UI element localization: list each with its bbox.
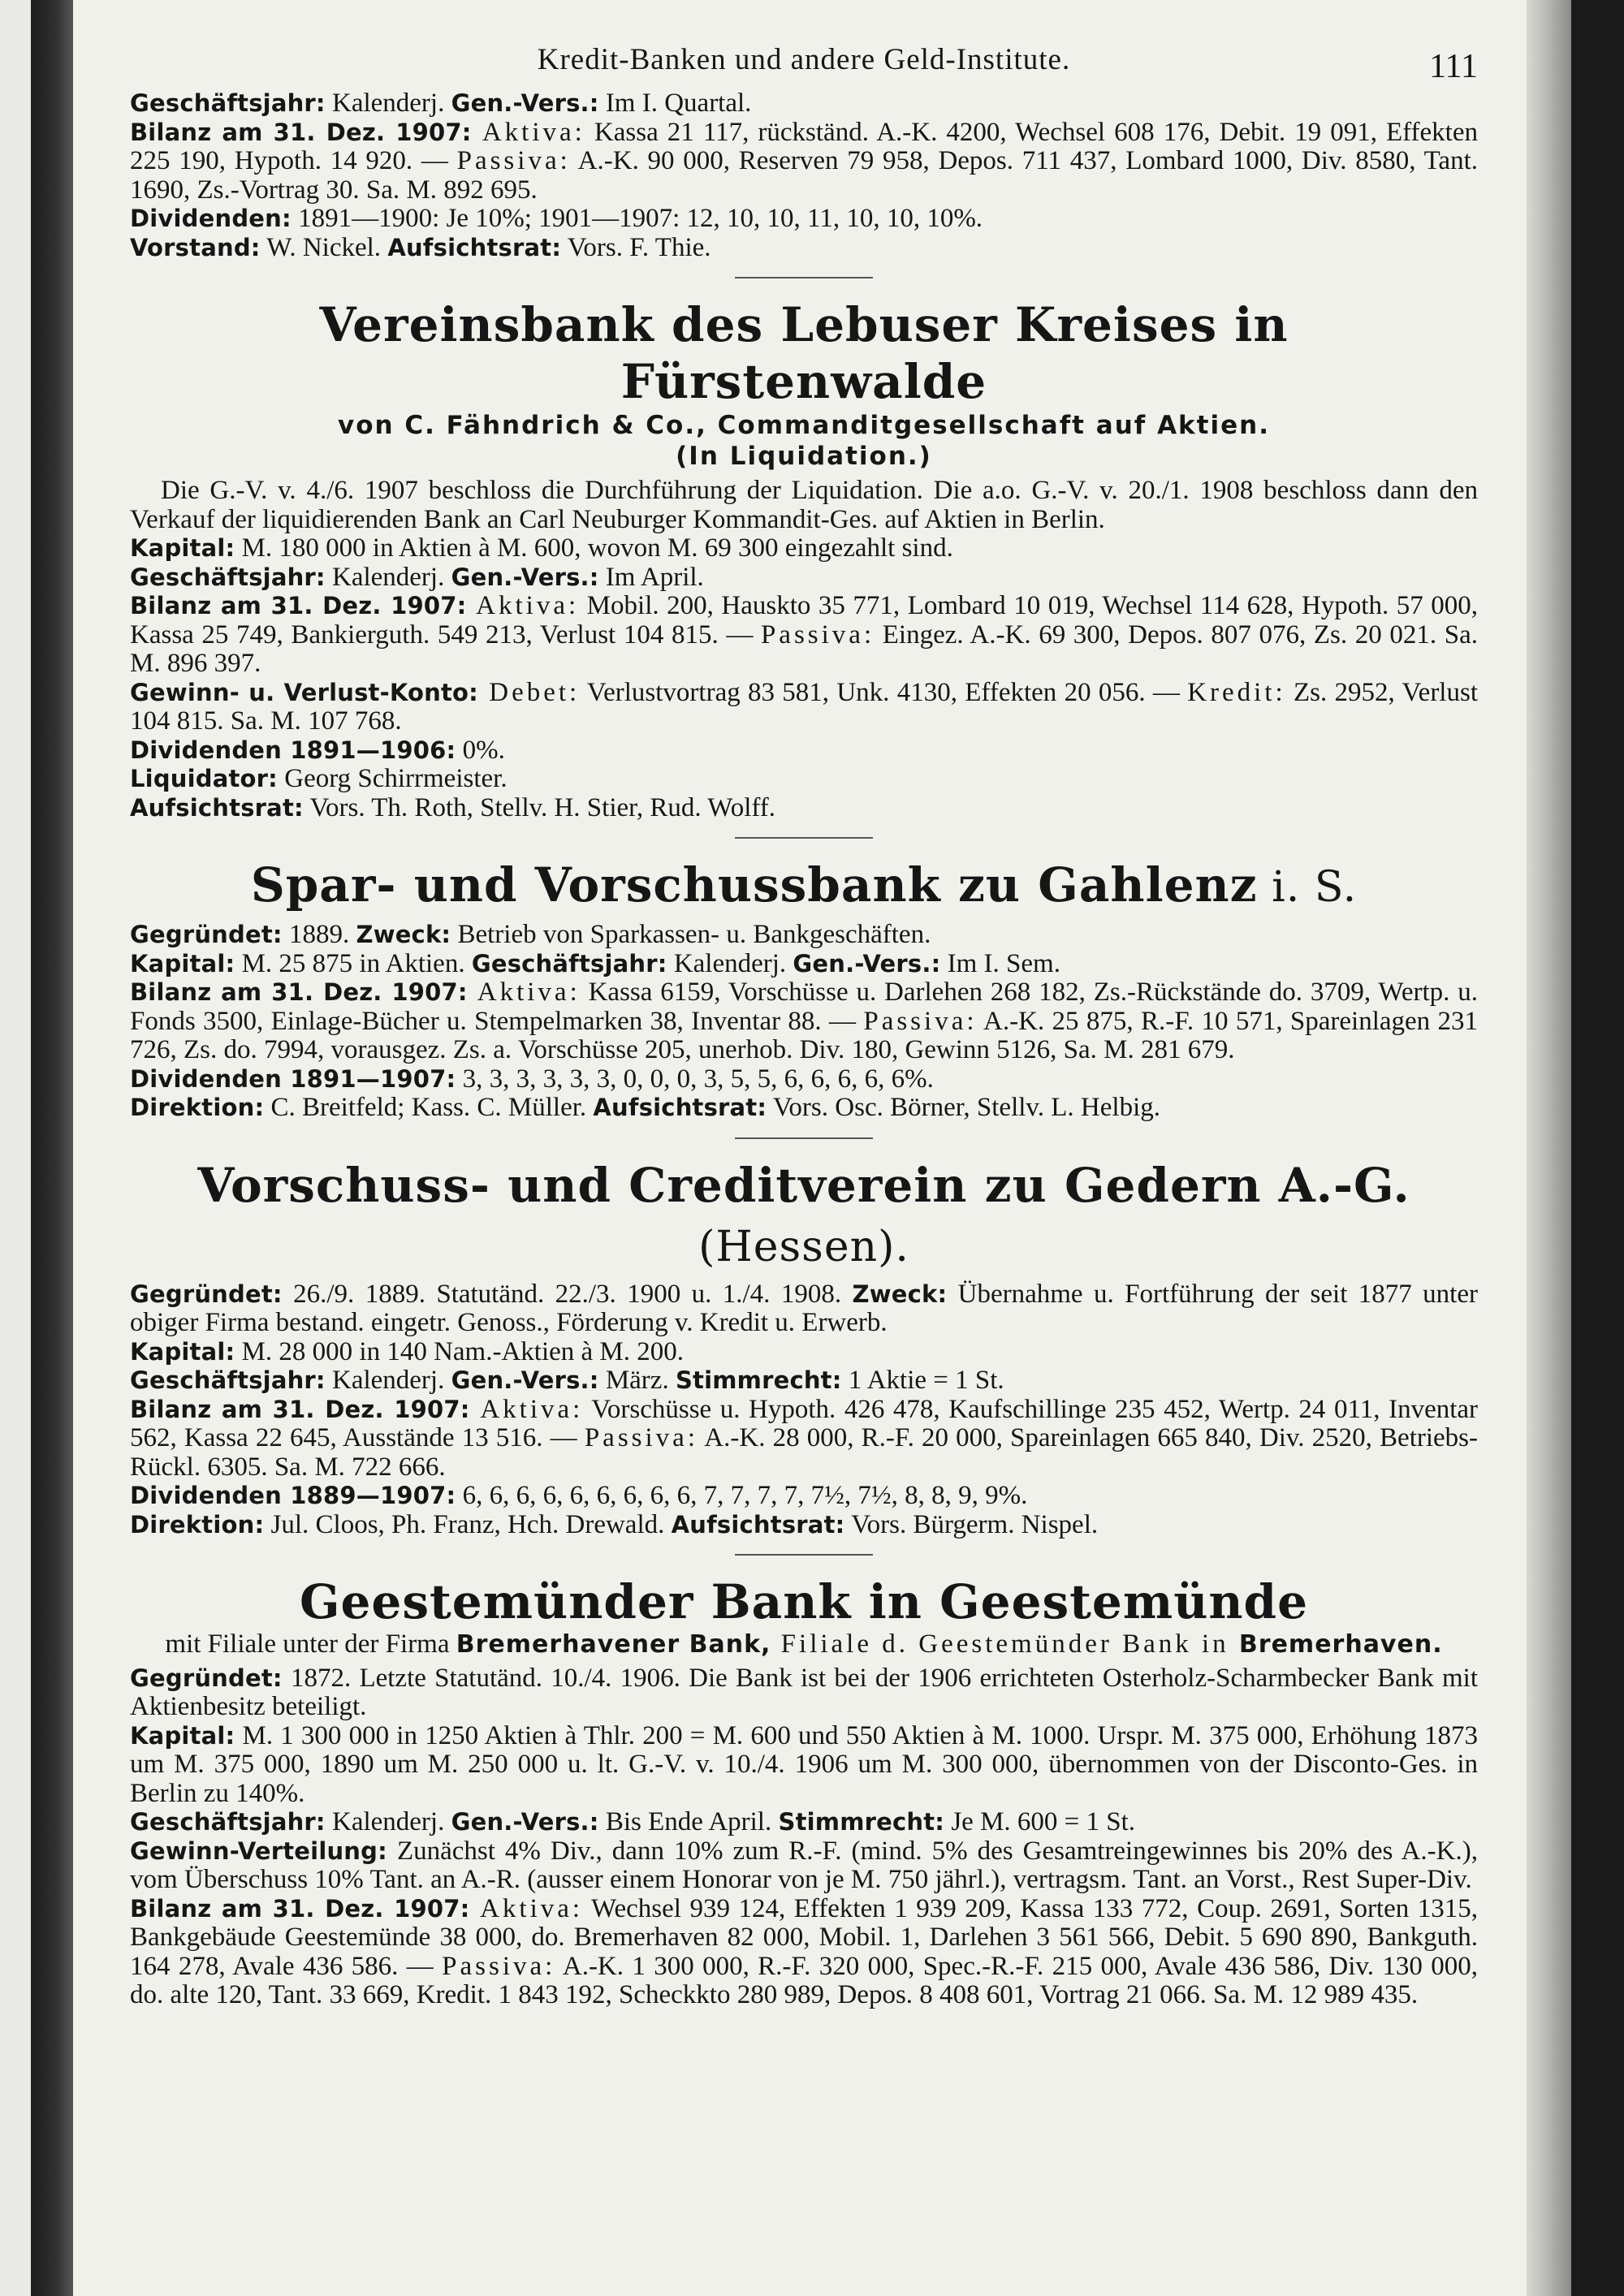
label-founded: Gegründet: [130, 1280, 283, 1308]
value-board: W. Nickel. [260, 232, 388, 262]
entry-line-founded [130, 921, 1478, 950]
label-assets: Aktiva: [471, 117, 585, 147]
running-head [130, 0, 1478, 89]
entry-title-main: Vorschuss- und Creditverein zu Gedern A.-G. [197, 1157, 1410, 1213]
value-dividends: 6, 6, 6, 6, 6, 6, 6, 6, 6, 7, 7, 7, 7, 7½, 7½, 8, 8, 9, 9%. [456, 1481, 1028, 1510]
running-head-title: Kredit-Banken und andere Geld-Institute. [537, 43, 1071, 76]
entry-subtitle-status: (In Liquidation.) [676, 442, 932, 471]
value-assets: Wechsel 939 124, Effekten 1 939 209, Kassa 133 772, Coup. 2691, Sorten 1315, Bankgebäude Geestemünde 38 000, do. Bremerhaven 82 000, Mobil. 1, Darlehen 3 561 566, Debit. 5 690 890, Bankguth. 164 278, Avale 436 586. — [130, 1893, 1478, 1981]
label-assets: Aktiva: [469, 1893, 584, 1923]
label-dividends: Dividenden 1891—1907: [130, 1064, 456, 1093]
entry-subtitle [130, 1630, 1478, 1659]
entry-spar-vorschussbank-gahlenz [130, 857, 1478, 1123]
entry-title: Vereinsbank des Lebuser Kreises in Fürstenwalde [319, 297, 1289, 409]
value-purpose: Übernahme u. Fortführung der seit 1877 unter obiger Firma bestand. eingetr. Genoss., Förderung v. Kredit u. Erwerb. [130, 1279, 1478, 1337]
entry-line-dividends [130, 205, 1478, 234]
label-founded: Gegründet: [130, 921, 283, 948]
value-capital: M. 25 875 in Aktien. [235, 948, 472, 978]
subtitle-text-branch: Filiale d. Geestemünder Bank in [771, 1629, 1239, 1659]
entry-line-board [130, 234, 1478, 263]
value-assets: Vorschüsse u. Hypoth. 426 478, Kaufschillinge 235 452, Wertp. 24 011, Inventar 562, Kassa 22 645, Ausstände 13 516. — [130, 1394, 1479, 1452]
value-supervisory-board: Vors. Th. Roth, Stellv. H. Stier, Rud. Wolff. [303, 792, 776, 822]
entry-line-balance [130, 1895, 1478, 2010]
subtitle-text: mit Filiale unter der Firma [165, 1629, 456, 1659]
label-general-meeting: Gen.-Vers.: [451, 1366, 599, 1394]
value-dividends: 1891—1900: Je 10%; 1901—1907: 12, 10, 10, 11, 10, 10, 10%. [291, 204, 983, 233]
value-assets: Mobil. 200, Hauskto 35 771, Lombard 10 019, Wechsel 114 628, Hypoth. 57 000, Kassa 25 749, Bankierguth. 549 213, Verlust 104 815. — [130, 591, 1478, 650]
label-general-meeting: Gen.-Vers.: [451, 89, 599, 117]
entry-line-balance [130, 978, 1478, 1065]
entry-paragraph: Die G.-V. v. 4./6. 1907 beschloss die Durchführung der Liquidation. Die a.o. G.-V. v. 20./1. 1908 beschloss dann den Verkauf der liquidierenden Bank an Carl Neuburger Kommandit-Ges. auf Aktien in Berlin. [130, 476, 1478, 534]
entry-line-dividends [130, 1482, 1478, 1511]
entry-line-business-year [130, 1808, 1478, 1837]
value-general-meeting: Im April. [598, 562, 704, 592]
entry-line-balance [130, 119, 1478, 205]
label-balance: Bilanz am 31. Dez. 1907: [130, 978, 468, 1006]
entry-continued [130, 89, 1478, 262]
page-content [130, 0, 1478, 2010]
label-balance: Bilanz am 31. Dez. 1907: [130, 118, 472, 146]
entry-line-business-year [130, 563, 1478, 593]
label-purpose: Zweck: [356, 921, 451, 948]
value-founded: 1889. [282, 920, 356, 949]
scan-background-right [1571, 0, 1624, 2296]
entry-line-balance [130, 1396, 1478, 1482]
entry-title [130, 1157, 1478, 1275]
label-profit-distribution: Gewinn-Verteilung: [130, 1836, 387, 1865]
value-business-year: Kalenderj. [325, 88, 451, 118]
value-dividends: 3, 3, 3, 3, 3, 3, 0, 0, 0, 3, 5, 5, 6, 6, 6, 6, 6%. [456, 1064, 934, 1094]
value-liabilities: A.-K. 1 300 000, R.-F. 320 000, Spec.-R.-F. 215 000, Avale 436 586, Div. 130 000, do. alte 120, Tant. 33 669, Kredit. 1 843 192, Scheckkto 280 989, Depos. 8 408 601, Vortrag 21 066. Sa. M. 12 989 435. [130, 1951, 1478, 2009]
label-capital: Kapital: [130, 534, 235, 562]
scan-background-left [0, 0, 31, 2296]
label-business-year: Geschäftsjahr: [130, 563, 326, 591]
entry-line-capital [130, 950, 1478, 979]
value-purpose: Betrieb von Sparkassen- u. Bankgeschäften. [451, 920, 931, 949]
label-founded: Gegründet: [130, 1664, 283, 1692]
section-divider [735, 1554, 873, 1556]
page-edge-shadow [1527, 0, 1571, 2296]
entry-line-dividends [130, 1065, 1478, 1094]
label-business-year: Geschäftsjahr: [130, 89, 326, 117]
label-voting-right: Stimmrecht: [778, 1808, 945, 1836]
entry-line-profit-loss [130, 679, 1478, 736]
value-general-meeting: Bis Ende April. [598, 1807, 779, 1836]
value-credit: Zs. 2952, Verlust 104 815. Sa. M. 107 768. [130, 677, 1478, 736]
label-supervisory-board: Aufsichtsrat: [387, 233, 562, 261]
page-number: 111 [1429, 48, 1478, 85]
label-business-year: Geschäftsjahr: [130, 1808, 326, 1836]
entry-line-capital [130, 534, 1478, 563]
value-supervisory-board: Vors. F. Thie. [561, 232, 711, 262]
value-assets: Kassa 6159, Vorschüsse u. Darlehen 268 182, Zs.-Rückstände do. 3709, Wertp. u. Fonds 3500, Einlage-Bücher u. Stempelmarken 38, Inventar 88. — [130, 978, 1479, 1036]
entry-vereinsbank-lebus [130, 296, 1478, 822]
label-management: Direktion: [130, 1094, 265, 1121]
label-dividends: Dividenden 1889—1907: [130, 1482, 456, 1509]
label-board: Vorstand: [130, 233, 261, 261]
entry-line-capital [130, 1722, 1478, 1809]
entry-line-profit-distribution [130, 1837, 1478, 1895]
entry-title-suffix: i. S. [1257, 863, 1358, 912]
label-purpose: Zweck: [852, 1280, 948, 1308]
entry-line-dividends [130, 736, 1478, 766]
subtitle-branch-firm: Bremerhavener Bank, [456, 1630, 771, 1659]
label-balance: Bilanz am 31. Dez. 1907: [130, 1395, 470, 1423]
book-gutter-shadow [31, 0, 73, 2296]
label-capital: Kapital: [130, 949, 235, 978]
value-business-year: Kalenderj. [667, 948, 793, 978]
value-capital: M. 180 000 in Aktien à M. 600, wovon M. 69 300 eingezahlt sind. [235, 533, 953, 563]
entry-line-founded [130, 1664, 1478, 1722]
value-business-year: Kalenderj. [325, 1807, 451, 1836]
label-supervisory-board: Aufsichtsrat: [130, 793, 304, 822]
entry-geestemuender-bank [130, 1573, 1478, 2010]
value-liabilities: A.-K. 90 000, Reserven 79 958, Depos. 711 437, Lombard 1000, Div. 8580, Tant. 1690, Zs.-Vortrag 30. Sa. M. 892 695. [130, 146, 1478, 205]
value-liquidator: Georg Schirrmeister. [277, 764, 508, 793]
label-profit-loss: Gewinn- u. Verlust-Konto: [130, 678, 478, 706]
value-capital: M. 28 000 in 140 Nam.-Aktien à M. 200. [235, 1336, 685, 1366]
entry-line-management [130, 1094, 1478, 1123]
entry-line-founded [130, 1280, 1478, 1338]
value-founded: 26./9. 1889. Statutänd. 22./3. 1900 u. 1./4. 1908. [282, 1279, 853, 1309]
value-founded: 1872. Letzte Statutänd. 10./4. 1906. Die Bank ist bei der 1906 errichteten Osterholz-Scharmbecker Bank mit Aktienbesitz beteiligt. [130, 1663, 1478, 1721]
label-general-meeting: Gen.-Vers.: [451, 1808, 599, 1836]
value-business-year: Kalenderj. [325, 562, 451, 592]
entry-line-liquidator [130, 765, 1478, 794]
value-management: Jul. Cloos, Ph. Franz, Hch. Drewald. [264, 1509, 672, 1539]
entry-line-business-year [130, 89, 1478, 119]
entry-title [130, 857, 1478, 916]
label-business-year: Geschäftsjahr: [471, 949, 667, 978]
value-general-meeting: Im I. Sem. [940, 948, 1060, 978]
value-debit: Verlustvortrag 83 581, Unk. 4130, Effekten 20 056. — [580, 677, 1188, 707]
value-business-year: Kalenderj. [325, 1366, 451, 1395]
entry-title-suffix: (Hessen). [698, 1222, 909, 1271]
value-management: C. Breitfeld; Kass. C. Müller. [264, 1093, 594, 1122]
label-credit: Kredit: [1187, 677, 1286, 707]
entry-line-capital [130, 1338, 1478, 1367]
value-voting-right: Je M. 600 = 1 St. [944, 1807, 1136, 1836]
entry-line-balance [130, 592, 1478, 679]
section-divider [735, 1137, 873, 1139]
value-dividends: 0%. [456, 735, 505, 765]
label-balance: Bilanz am 31. Dez. 1907: [130, 592, 467, 619]
entry-title: Geestemünder Bank in Geestemünde [300, 1574, 1308, 1629]
entry-subtitle: von C. Fähndrich & Co., Commanditgesellschaft auf Aktien. [338, 411, 1270, 440]
label-liabilities: Passiva: [584, 1423, 698, 1452]
label-dividends: Dividenden 1891—1906: [130, 736, 456, 764]
document-page [73, 0, 1527, 2296]
label-balance: Bilanz am 31. Dez. 1907: [130, 1894, 470, 1923]
label-assets: Aktiva: [466, 591, 580, 620]
value-liabilities: A.-K. 28 000, R.-F. 20 000, Spareinlagen 665 840, Div. 2520, Betriebs-Rückl. 6305. Sa. M. 722 666. [130, 1423, 1478, 1482]
value-supervisory-board: Vors. Osc. Börner, Stellv. L. Helbig. [767, 1093, 1160, 1122]
value-general-meeting: März. [598, 1366, 676, 1395]
value-voting-right: 1 Aktie = 1 St. [841, 1366, 1004, 1395]
label-general-meeting: Gen.-Vers.: [451, 563, 599, 591]
label-supervisory-board: Aufsichtsrat: [671, 1510, 845, 1539]
label-debit: Debet: [477, 677, 581, 707]
label-liabilities: Passiva: [442, 1951, 556, 1981]
label-assets: Aktiva: [467, 978, 581, 1007]
value-supervisory-board: Vors. Bürgerm. Nispel. [844, 1509, 1099, 1539]
entry-line-management [130, 1511, 1478, 1540]
entry-title-main: Spar- und Vorschussbank zu Gahlenz [250, 857, 1258, 913]
label-business-year: Geschäftsjahr: [130, 1366, 326, 1394]
label-assets: Aktiva: [469, 1394, 584, 1424]
value-profit-distribution: Zunächst 4% Div., dann 10% zum R.-F. (mind. 5% des Gesamtreingewinnes bis 20% des A.-K.), vom Überschuss 10% Tant. an A.-R. (ausser einem Honorar von je M. 750 jährl.), vertragsm. Tant. an Vorst., Rest Super-Div. [130, 1836, 1478, 1894]
label-management: Direktion: [130, 1510, 265, 1539]
label-capital: Kapital: [130, 1721, 235, 1750]
value-liabilities: Eingez. A.-K. 69 300, Depos. 807 076, Zs. 20 021. Sa. M. 896 397. [130, 619, 1478, 678]
label-supervisory-board: Aufsichtsrat: [593, 1094, 767, 1121]
value-capital: M. 1 300 000 in 1250 Aktien à Thlr. 200 = M. 600 und 550 Aktien à M. 1000. Urspr. M. 375 000, Erhöhung 1873 um M. 375 000, 1890 um M. 250 000 u. lt. G.-V. v. 10./4. 1906 um M. 300 000, übernommen von der Disconto-Ges. in Berlin zu 140%. [130, 1720, 1478, 1808]
entry-line-business-year [130, 1366, 1478, 1396]
label-dividends: Dividenden: [130, 205, 292, 232]
label-general-meeting: Gen.-Vers.: [793, 949, 941, 978]
label-capital: Kapital: [130, 1337, 235, 1366]
label-liquidator: Liquidator: [130, 765, 278, 792]
label-liabilities: Passiva: [456, 146, 571, 175]
section-divider [735, 837, 873, 839]
section-divider [735, 277, 873, 278]
label-liabilities: Passiva: [760, 619, 875, 650]
label-liabilities: Passiva: [863, 1006, 978, 1036]
subtitle-branch-city: Bremerhaven. [1238, 1630, 1443, 1659]
entry-vorschuss-creditverein-gedern [130, 1157, 1478, 1540]
value-liabilities: A.-K. 25 875, R.-F. 10 571, Spareinlagen 231 726, Zs. do. 7994, vorausgez. Zs. a. Vorschüsse 205, unerhob. Div. 180, Gewinn 5126, Sa. M. 281 679. [130, 1006, 1479, 1064]
value-general-meeting: Im I. Quartal. [598, 88, 752, 118]
entry-line-supervisory-board [130, 794, 1478, 823]
label-voting-right: Stimmrecht: [675, 1366, 842, 1394]
value-assets: Kassa 21 117, rückständ. A.-K. 4200, Wechsel 608 176, Debit. 19 091, Effekten 225 190, Hypoth. 14 920. — [130, 117, 1478, 175]
